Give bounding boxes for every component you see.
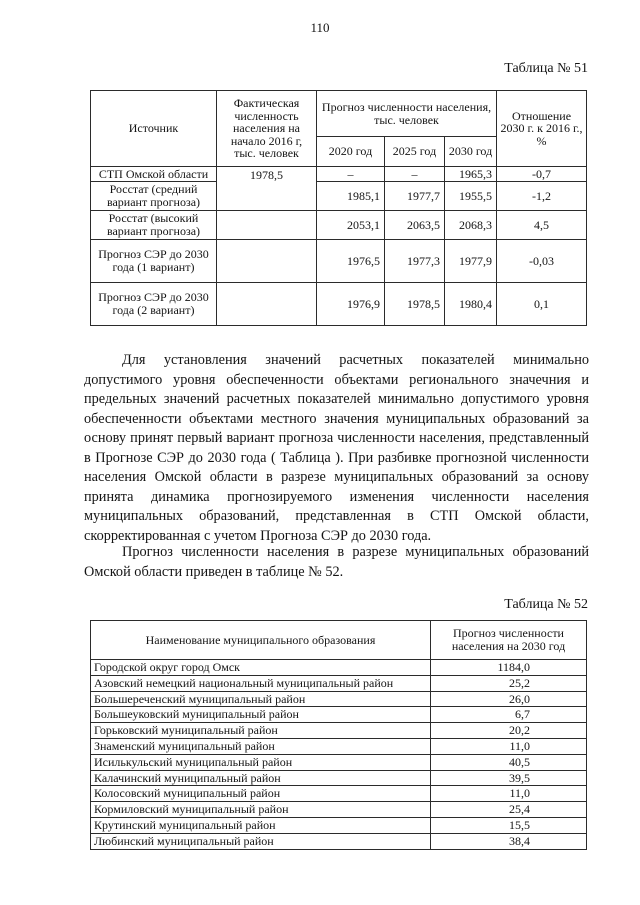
table-row [91,738,587,754]
municipality-name: Знаменский муниципальный район [91,738,431,754]
table-row [91,182,587,211]
row-source: Прогноз СЭР до 2030 года (2 вариант) [91,283,217,326]
table-row [91,817,587,833]
row-2025: 2063,5 [385,211,445,240]
table-row [91,754,587,770]
row-actual-empty [217,283,317,326]
table-row [91,691,587,707]
row-2020: 2053,1 [317,211,385,240]
municipality-value: 38,4 [431,833,587,849]
header-ratio: Отношение 2030 г. к 2016 г., % [497,91,587,167]
table-row [91,770,587,786]
municipality-name: Колосовский муниципальный район [91,786,431,802]
municipality-name: Большереченский муниципальный район [91,691,431,707]
table-row [91,675,587,691]
row-ratio: -0,7 [497,167,587,182]
municipality-value: 40,5 [431,754,587,770]
header-forecast: Прогноз численности населения, тыс. человек [317,91,497,137]
municipality-name: Калачинский муниципальный район [91,770,431,786]
header-2030: 2030 год [445,137,497,167]
row-source: Росстат (высокий вариант прогноза) [91,211,217,240]
forecast-sources-table [90,90,587,326]
municipality-name: Азовский немецкий национальный муниципальный район [91,675,431,691]
table-row [91,211,587,240]
row-2025: 1977,3 [385,240,445,283]
row-ratio: 0,1 [497,283,587,326]
municipality-name: Крутинский муниципальный район [91,817,431,833]
table-row [91,833,587,849]
table-row [91,240,587,283]
page-number: 110 [310,20,330,35]
municipality-value: 39,5 [431,770,587,786]
row-2025: – [385,167,445,182]
table-row [91,723,587,739]
municipality-value: 25,4 [431,802,587,818]
municipality-name: Любинский муниципальный район [91,833,431,849]
row-2030: 1955,5 [445,182,497,211]
row-2020: 1976,9 [317,283,385,326]
municipality-value: 6,7 [431,707,587,723]
municipality-name: Исилькульский муниципальный район [91,754,431,770]
row-source: Росстат (средний вариант прогноза) [91,182,217,211]
municipality-value: 11,0 [431,786,587,802]
municipality-name: Кормиловский муниципальный район [91,802,431,818]
header-municipality: Наименование муниципального образования [91,621,431,660]
row-ratio: -0,03 [497,240,587,283]
header-2020: 2020 год [317,137,385,167]
municipality-value: 20,2 [431,723,587,739]
municipality-name: Горьковский муниципальный район [91,723,431,739]
table-row [91,802,587,818]
row-ratio: 4,5 [497,211,587,240]
table-52-caption: Таблица № 52 [504,597,588,612]
row-source: Прогноз СЭР до 2030 года (1 вариант) [91,240,217,283]
table-row [91,167,587,182]
row-2025: 1978,5 [385,283,445,326]
municipality-value: 1184,0 [431,660,587,676]
table-row [91,283,587,326]
header-2025: 2025 год [385,137,445,167]
municipal-forecast-table [90,620,587,850]
municipality-value: 25,2 [431,675,587,691]
table-row [91,786,587,802]
header-forecast-2030: Прогноз численности населения на 2030 год [431,621,587,660]
header-actual-population: Фактическая численность населения на начало 2016 г, тыс. человек [217,91,317,167]
actual-population-value: 1978,5 [217,167,317,211]
municipality-name: Большеуковский муниципальный район [91,707,431,723]
row-actual-empty [217,240,317,283]
table-row [91,660,587,676]
municipality-value: 15,5 [431,817,587,833]
row-2020: 1976,5 [317,240,385,283]
row-2030: 2068,3 [445,211,497,240]
row-ratio: -1,2 [497,182,587,211]
row-actual-empty [217,211,317,240]
row-source: СТП Омской области [91,167,217,182]
municipality-value: 11,0 [431,738,587,754]
row-2030: 1980,4 [445,283,497,326]
row-2020: 1985,1 [317,182,385,211]
row-2030: 1965,3 [445,167,497,182]
municipality-value: 26,0 [431,691,587,707]
row-2025: 1977,7 [385,182,445,211]
paragraph-reference: Прогноз численности населения в разрезе муниципальных образований Омской области приведен в таблице № 52. [84,544,589,580]
header-source: Источник [91,91,217,167]
table-51-caption: Таблица № 51 [504,61,588,76]
table-row [91,707,587,723]
municipality-name: Городской округ город Омск [91,660,431,676]
row-2020: – [317,167,385,182]
row-2030: 1977,9 [445,240,497,283]
paragraph-methodology: Для установления значений расчетных показателей минимально допустимого уровня обеспеченности объектами регионального значечния и предельных значений расчетных показателей минимально допустимого уровня обеспеченности объектами местного значения муниципальных образований за основу принят первый вариант прогноза численности населения, представленный в Прогнозе СЭР до 2030 года ( Таблица ). При разбивке прогнозной численности населения Омской области в разрезе муниципальных образований за основу принята динамика прогнозируемого изменения численности населения муниципальных образований, представленная в СТП Омской области, скорректированная с учетом Прогноза СЭР до 2030 года. [84,352,589,544]
